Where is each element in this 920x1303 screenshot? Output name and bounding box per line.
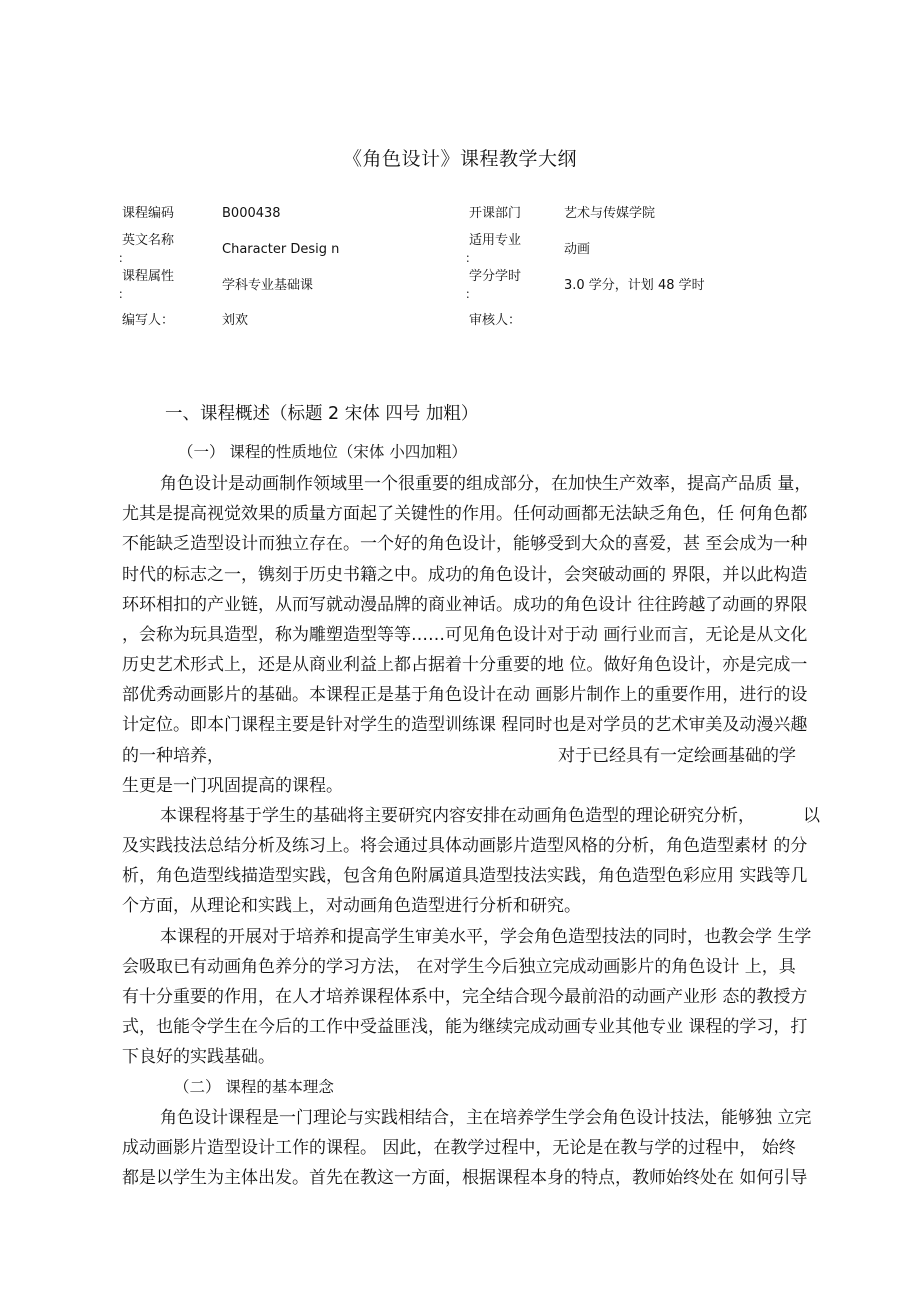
body-line: 都是以学生为主体出发。首先在教这一方面，根据课程本身的特点，教师始终处在 如何引导: [122, 1168, 808, 1188]
en-name-value: Character Desig n: [222, 242, 340, 257]
credit-value: 3.0 学分，计划 48 学时: [564, 278, 705, 293]
body-line: 尤其是提高视觉效果的质量方面起了关键性的作用。任何动画都无法缺乏角色，任 何角色都: [122, 504, 808, 524]
body-line: 析，角色造型线描造型实践，包含角色附属道具造型技法实践，角色造型色彩应用 实践等几: [122, 866, 808, 886]
body-line: 不能缺乏造型设计而独立存在。一个好的角色设计，能够受到大众的喜爱，甚 至会成为一种: [122, 534, 808, 554]
body-line: 的一种培养，: [122, 746, 224, 766]
dept-label: 开课部门: [469, 206, 522, 221]
body-line: 本课程将基于学生的基础将主要研究内容安排在动画角色造型的理论研究分析，: [160, 806, 755, 826]
credit-colon: ：: [465, 287, 478, 301]
body-line: 部优秀动画影片的基础。本课程正是基于角色设计在动 画影片制作上的重要作用，进行的设: [122, 685, 808, 705]
section-heading-overview: 一、课程概述（标题 2 宋体 四号 加粗）: [165, 404, 479, 424]
body-line: 有十分重要的作用，在人才培养课程体系中，完全结合现今最前沿的动画产业形 态的教授方: [122, 987, 808, 1007]
body-line: 会吸取已有动画角色养分的学习方法， 在对学生今后独立完成动画影片的角色设计 上，具: [122, 957, 796, 977]
body-line: 对于已经具有一定绘画基础的学: [558, 746, 796, 766]
course-code-label: 课程编码: [122, 206, 175, 221]
course-attr-colon: ：: [118, 287, 131, 301]
body-line: 生更是一门巩固提高的课程。: [122, 776, 343, 796]
body-line: 下良好的实践基础。: [122, 1047, 275, 1067]
course-meta-table: [0, 0, 920, 340]
en-name-label: 英文名称: [122, 233, 175, 248]
credit-label: 学分学时: [469, 269, 522, 284]
body-line: 时代的标志之一，镌刻于历史书籍之中。成功的角色设计，会突破动画的 界限，并以此构造: [122, 565, 808, 585]
document-title: 《角色设计》课程教学大纲: [342, 148, 577, 170]
dept-value: 艺术与传媒学院: [564, 206, 656, 221]
body-line: 以: [803, 806, 820, 826]
body-line: 个方面，从理论和实践上，对动画角色造型进行分析和研究。: [122, 896, 581, 916]
body-line: 角色设计是动画制作领域里一个很重要的组成部分，在加快生产效率，提高产品质 量，: [160, 474, 812, 494]
major-label: 适用专业: [469, 233, 522, 248]
body-line: 成动画影片造型设计工作的课程。 因此，在教学过程中，无论是在教与学的过程中， 始终: [122, 1138, 796, 1158]
body-line: 环环相扣的产业链，从而写就动漫品牌的商业神话。成功的角色设计 往往跨越了动画的界限: [122, 595, 808, 615]
body-line: ，会称为玩具造型，称为雕塑造型等等……可见角色设计对于动 画行业而言，无论是从文化: [122, 625, 808, 645]
major-colon: ：: [465, 251, 478, 265]
en-name-colon: ：: [118, 251, 131, 265]
course-attr-label: 课程属性: [122, 269, 175, 284]
subsection-heading-nature: （一） 课程的性质地位（宋体 小四加粗）: [178, 443, 467, 461]
major-value: 动画: [564, 242, 591, 257]
writer-label: 编写人：: [122, 313, 175, 328]
body-line: 计定位。即本门课程主要是针对学生的造型训练课 程同时也是对学员的艺术审美及动漫兴趣: [122, 715, 808, 735]
body-line: 历史艺术形式上，还是从商业利益上都占据着十分重要的地 位。做好角色设计，亦是完成一: [122, 655, 808, 675]
body-line: 角色设计课程是一门理论与实践相结合，主在培养学生学会角色设计技法，能够独 立完: [160, 1108, 812, 1128]
subsection-heading-concept: （二） 课程的基本理念: [174, 1078, 334, 1096]
reviewer-label: 审核人：: [469, 313, 522, 328]
writer-value: 刘欢: [222, 313, 249, 328]
body-line: 及实践技法总结分析及练习上。将会通过具体动画影片造型风格的分析，角色造型素材 的分: [122, 836, 808, 856]
body-line: 式，也能令学生在今后的工作中受益匪浅，能为继续完成动画专业其他专业 课程的学习，打: [122, 1017, 808, 1037]
body-line: 本课程的开展对于培养和提高学生审美水平，学会角色造型技法的同时，也教会学 生学: [160, 927, 812, 947]
course-code-value: B000438: [222, 206, 281, 221]
course-attr-value: 学科专业基础课: [222, 278, 314, 293]
